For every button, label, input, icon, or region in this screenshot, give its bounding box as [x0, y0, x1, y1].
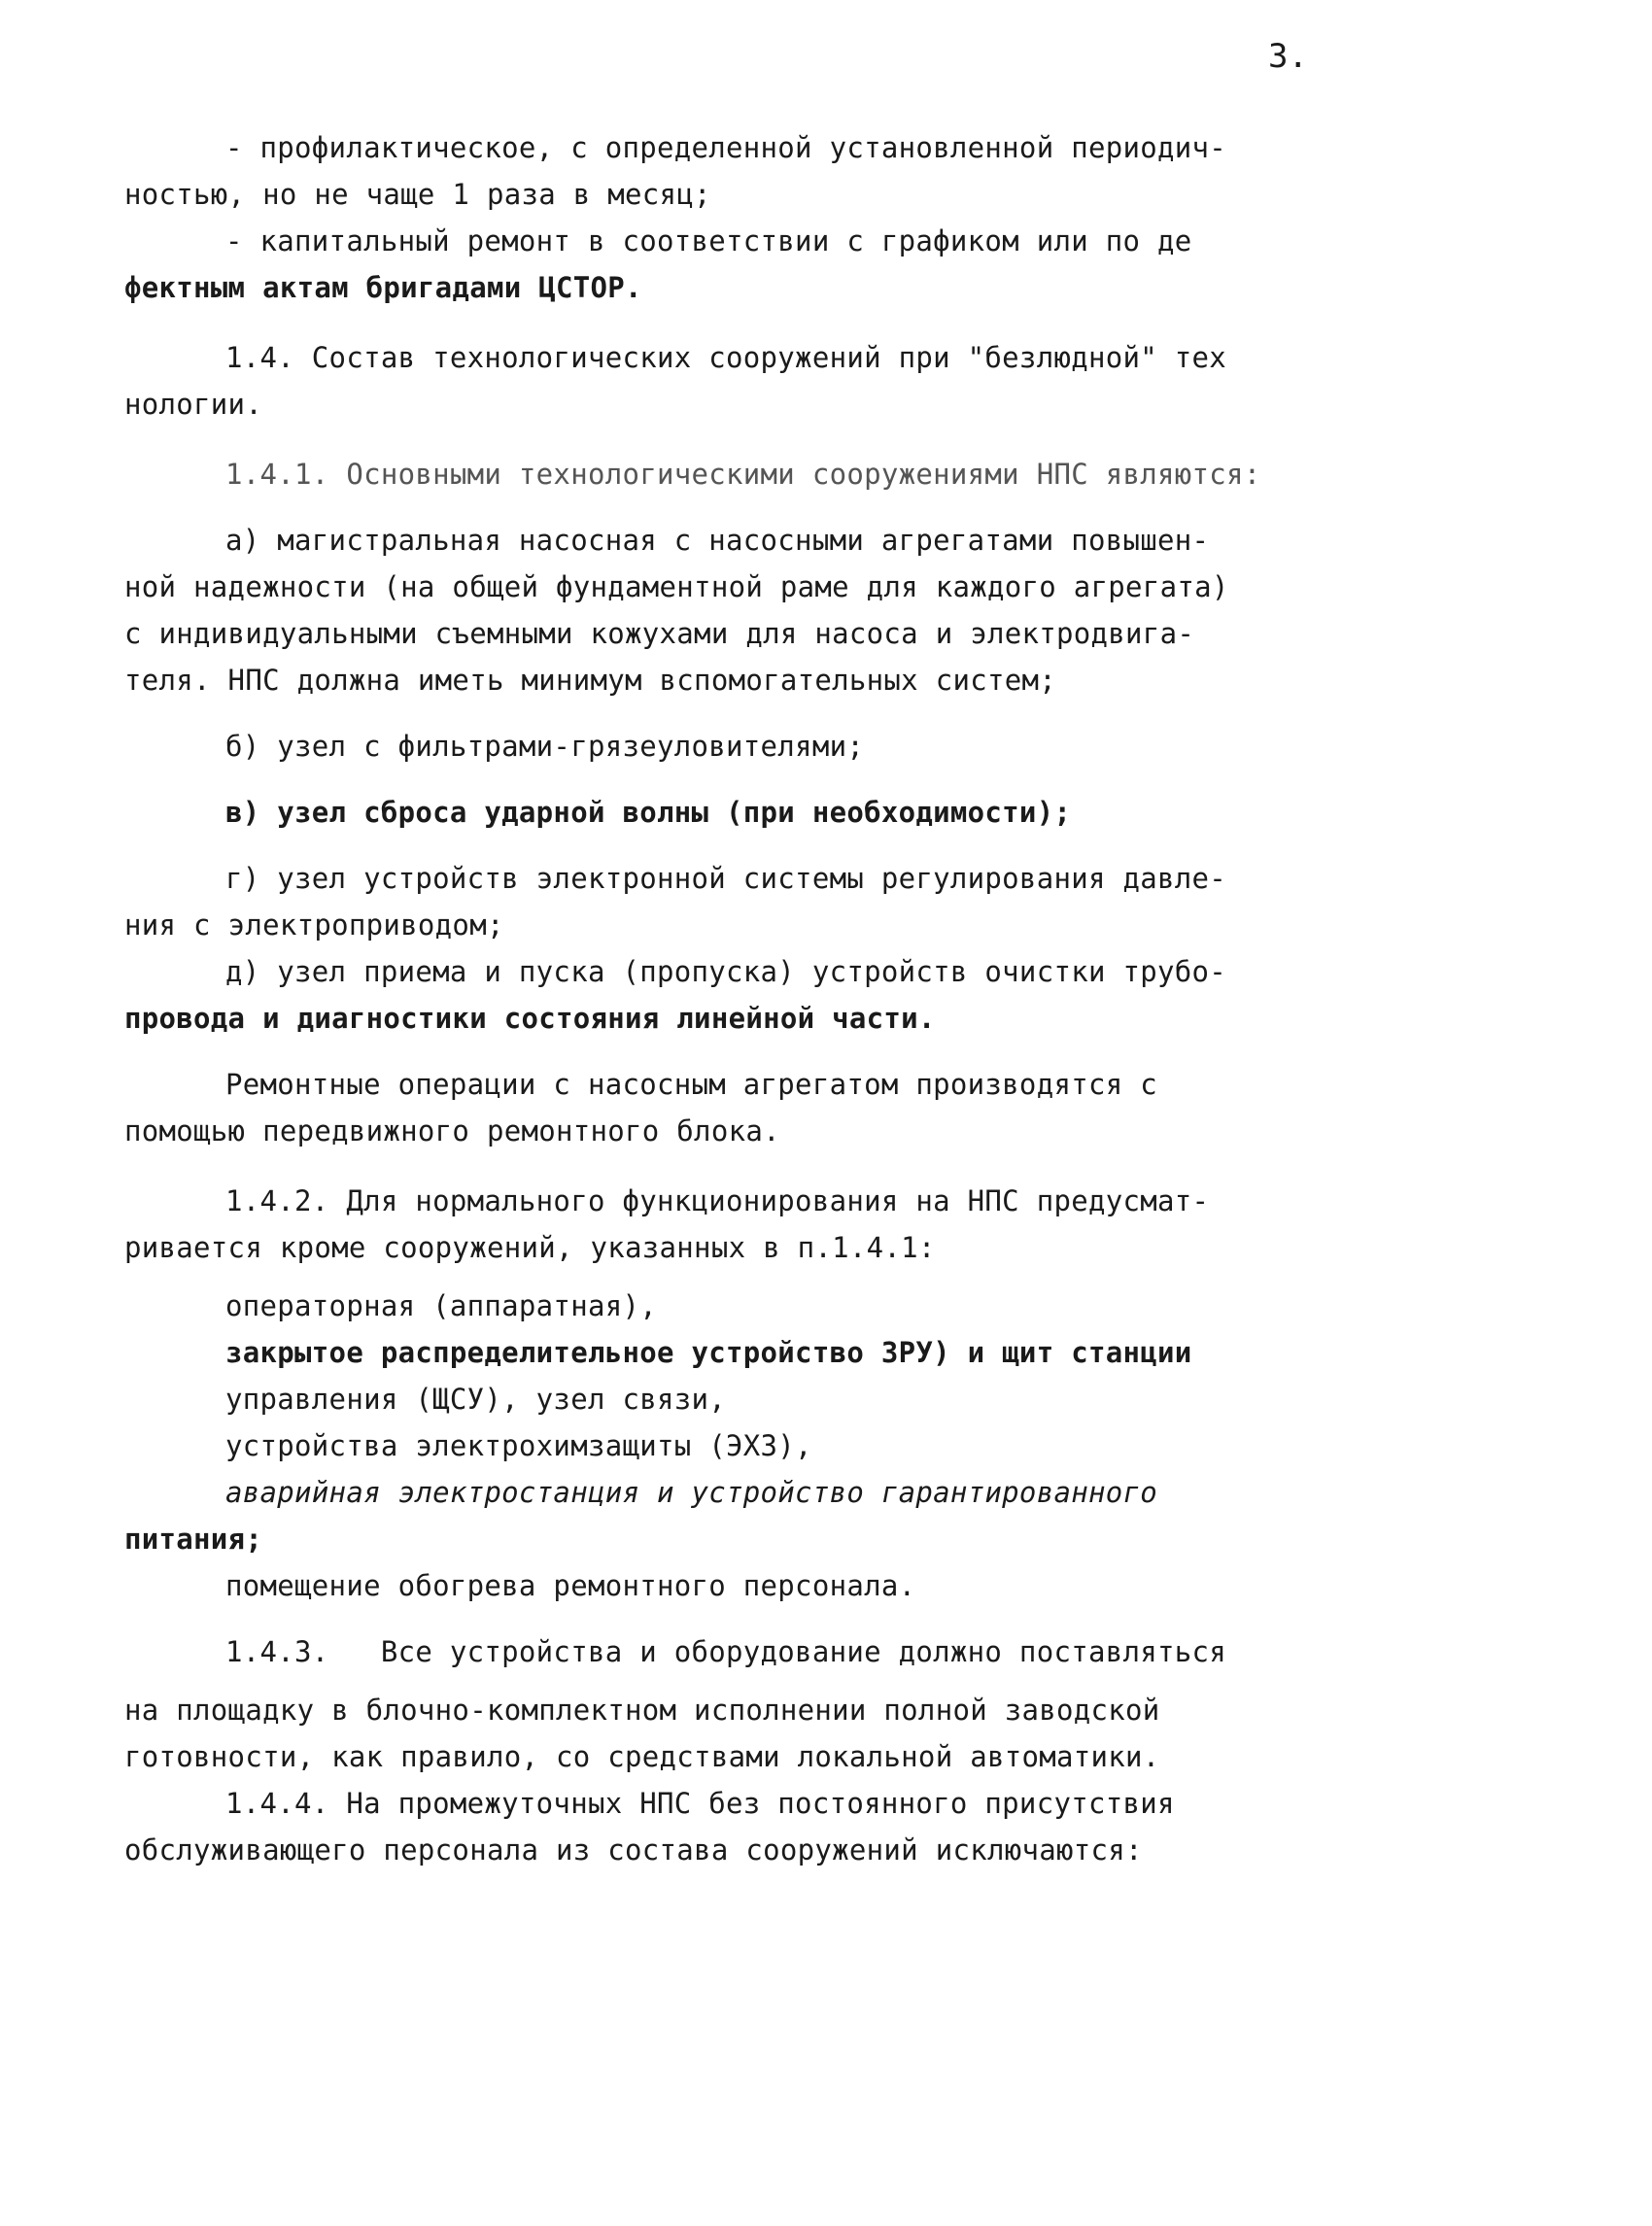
paragraph-line: с индивидуальными съемными кожухами для насоса и электродвига- [124, 617, 1195, 650]
paragraph-line: ностью, но не чаще 1 раза в месяц; [124, 178, 711, 211]
section-heading-1-4-1: 1.4.1. Основными технологическими сооружениями НПС являются: [225, 458, 1261, 491]
paragraph-line: на площадку в блочно-комплектном исполнении полной заводской [124, 1694, 1160, 1727]
paragraph-line: ривается кроме сооружений, указанных в п.1.4.1: [124, 1231, 936, 1264]
paragraph-line: нологии. [124, 388, 263, 421]
paragraph-line: теля. НПС должна иметь минимум вспомогательных систем; [124, 664, 1057, 697]
paragraph-line: ной надежности (на общей фундаментной раме для каждого агрегата) [124, 570, 1229, 603]
paragraph-line: - капитальный ремонт в соответствии с графиком или по де [225, 224, 1192, 257]
paragraph-line: помощью передвижного ремонтного блока. [124, 1114, 780, 1147]
paragraph-line: ния с электроприводом; [124, 908, 504, 942]
list-item-d: д) узел приема и пуска (пропуска) устройств очистки трубо- [225, 955, 1227, 988]
paragraph-line: готовности, как правило, со средствами локальной автоматики. [124, 1740, 1160, 1773]
facility-item: устройства электрохимзащиты (ЭХЗ), [225, 1429, 812, 1462]
document-body [124, 124, 1388, 1873]
list-item-v: в) узел сброса ударной волны (при необходимости); [225, 796, 1072, 829]
facility-item: аварийная электростанция и устройство гарантированного [225, 1476, 1158, 1509]
list-item-g: г) узел устройств электронной системы регулирования давле- [225, 862, 1227, 895]
facility-item: помещение обогрева ремонтного персонала. [225, 1569, 916, 1602]
paragraph-line: питания; [124, 1523, 263, 1556]
section-heading-1-4: 1.4. Состав технологических сооружений при "безлюдной" тех [225, 341, 1227, 374]
paragraph-line: обслуживающего персонала из состава сооружений исключаются: [124, 1833, 1143, 1866]
section-heading-1-4-3: 1.4.3. Все устройства и оборудование должно поставляться [225, 1635, 1227, 1668]
list-item-a: а) магистральная насосная с насосными агрегатами повышен- [225, 524, 1210, 557]
paragraph-line: Ремонтные операции с насосным агрегатом производятся с [225, 1068, 1158, 1101]
facility-item: управления (ЩСУ), узел связи, [225, 1383, 727, 1416]
section-heading-1-4-2: 1.4.2. Для нормального функционирования на НПС предусмат- [225, 1184, 1210, 1217]
paragraph-line: провода и диагностики состояния линейной части. [124, 1002, 936, 1035]
paragraph-line: - профилактическое, с определенной установленной периодич- [225, 131, 1227, 164]
section-heading-1-4-4: 1.4.4. На промежуточных НПС без постоянного присутствия [225, 1787, 1175, 1820]
paragraph-line: фектным актам бригадами ЦСТОР. [124, 271, 642, 304]
page-number: 3. [1268, 37, 1308, 76]
facility-item: операторная (аппаратная), [225, 1289, 657, 1322]
facility-item: закрытое распределительное устройство ЗРУ) и щит станции [225, 1336, 1192, 1369]
list-item-b: б) узел с фильтрами-грязеуловителями; [225, 730, 865, 763]
